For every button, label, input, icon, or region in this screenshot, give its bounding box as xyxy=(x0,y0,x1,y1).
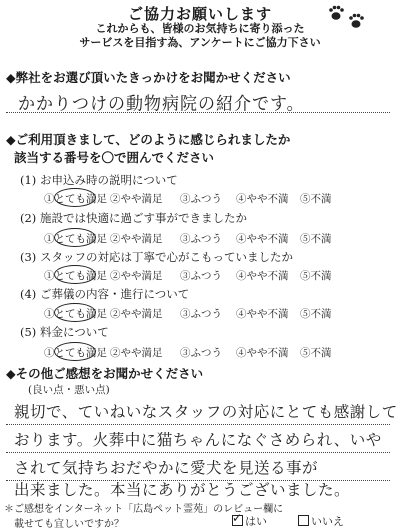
option-very-satisfied[interactable]: ①とても満足 xyxy=(44,231,110,246)
comment-line: おります。火葬中に猫ちゃんになぐさめられ、いや xyxy=(14,431,382,449)
selection-circle xyxy=(54,228,96,247)
checkbox-icon xyxy=(298,515,309,526)
option-very-dissatisfied[interactable]: ⑤不満 xyxy=(300,308,332,320)
options-row-2 xyxy=(44,231,392,246)
review-consent-question-line2: 載せても宜しいですか？ xyxy=(14,519,124,530)
option-very-dissatisfied[interactable]: ⑤不満 xyxy=(300,347,332,359)
intro-line: サービスを目指す為、アンケートにご協力下さい xyxy=(79,36,321,49)
question-1: (1) お申込み時の説明について xyxy=(20,173,178,187)
answer-line xyxy=(6,452,390,453)
option-satisfied[interactable]: ②やや満足 xyxy=(110,308,163,320)
option-neutral[interactable]: ③ふつう xyxy=(180,193,222,205)
option-very-dissatisfied[interactable]: ⑤不満 xyxy=(300,270,332,282)
option-very-dissatisfied[interactable]: ⑤不満 xyxy=(300,233,332,245)
checkbox-checked-icon xyxy=(232,515,243,526)
option-dissatisfied[interactable]: ④やや不満 xyxy=(236,347,289,359)
option-dissatisfied[interactable]: ④やや不満 xyxy=(236,308,289,320)
section2-heading: ◆ご利用頂きまして、どのように感じられましたか xyxy=(6,132,291,147)
comment-line: されて気持ちおだやかに愛犬を見送る事が xyxy=(14,459,319,477)
selection-circle xyxy=(54,342,96,361)
review-consent-question: ＊ご感想をインターネット「広島ペット霊苑」のレビュー欄に xyxy=(4,504,284,515)
options-row-5 xyxy=(44,345,392,360)
options-row-4 xyxy=(44,306,392,321)
consent-yes-checkbox[interactable]: ✓ はい xyxy=(232,513,267,529)
section3-subheading: (良い点・悪い点) xyxy=(28,384,110,396)
answer-line xyxy=(6,424,390,425)
option-dissatisfied[interactable]: ④やや不満 xyxy=(236,233,289,245)
section2-subheading: 該当する番号を〇で囲んでください xyxy=(14,150,215,165)
option-very-satisfied[interactable]: ①とても満足 xyxy=(44,268,110,283)
option-satisfied[interactable]: ②やや満足 xyxy=(110,193,163,205)
options-row-3 xyxy=(44,268,392,283)
selection-circle xyxy=(54,303,96,322)
option-satisfied[interactable]: ②やや満足 xyxy=(110,347,163,359)
section1-heading: ◆弊社をお選び頂いたきっかけをお聞かせください xyxy=(6,70,291,85)
section1-answer: かかりつけの動物病院の紹介です。 xyxy=(18,93,305,115)
option-satisfied[interactable]: ②やや満足 xyxy=(110,233,163,245)
option-dissatisfied[interactable]: ④やや不満 xyxy=(236,193,289,205)
section3-heading: ◆その他ご感想をお聞かせください xyxy=(6,366,204,381)
answer-line xyxy=(6,112,390,113)
option-neutral[interactable]: ③ふつう xyxy=(180,347,222,359)
question-5: (5) 料金について xyxy=(20,325,109,339)
option-very-dissatisfied[interactable]: ⑤不満 xyxy=(300,193,332,205)
option-neutral[interactable]: ③ふつう xyxy=(180,270,222,282)
question-4: (4) ご葬儀の内容・進行について xyxy=(20,287,190,301)
comment-line: 出来ました。本当にありがとうございました。 xyxy=(14,481,351,499)
option-very-satisfied[interactable]: ①とても満足 xyxy=(44,345,110,360)
option-satisfied[interactable]: ②やや満足 xyxy=(110,270,163,282)
selection-circle xyxy=(54,265,96,284)
option-neutral[interactable]: ③ふつう xyxy=(180,308,222,320)
selection-circle xyxy=(54,188,96,207)
question-2: (2) 施設では快適に過ごす事ができましたか xyxy=(20,211,247,225)
consent-no-checkbox[interactable]: いいえ xyxy=(298,513,344,529)
options-row-1 xyxy=(44,191,392,206)
page-title: ご協力お願いします xyxy=(127,5,272,23)
intro-line: これからも、皆様のお気持ちに寄り添った xyxy=(95,22,305,35)
intro-text xyxy=(40,22,360,50)
option-neutral[interactable]: ③ふつう xyxy=(180,233,222,245)
option-dissatisfied[interactable]: ④やや不満 xyxy=(236,270,289,282)
question-3: (3) スタッフの対応は丁寧で心がこもっていましたか xyxy=(20,250,293,264)
comment-line: 親切で、ていねいなスタッフの対応にとても感謝して xyxy=(14,403,398,421)
option-very-satisfied[interactable]: ①とても満足 xyxy=(44,191,110,206)
option-very-satisfied[interactable]: ①とても満足 xyxy=(44,306,110,321)
